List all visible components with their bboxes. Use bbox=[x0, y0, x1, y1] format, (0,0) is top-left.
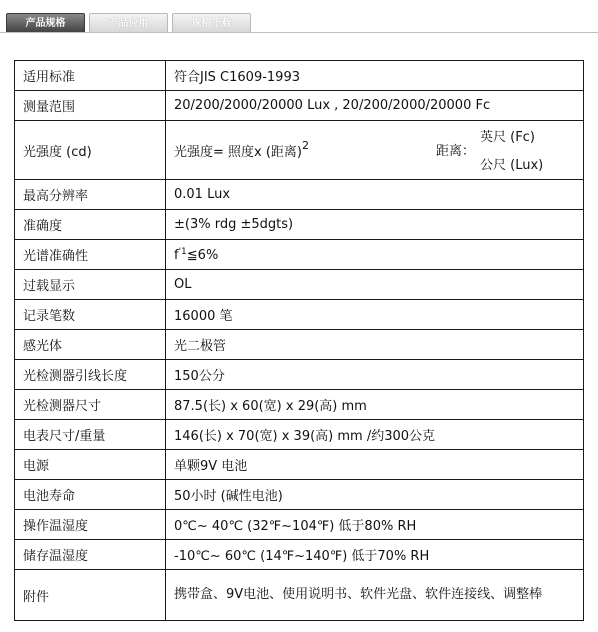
table-row bbox=[15, 480, 584, 510]
table-row bbox=[15, 61, 584, 91]
spectral-suffix: ≦6% bbox=[186, 247, 219, 263]
table-row bbox=[15, 300, 584, 330]
row-label: 光强度 (cd) bbox=[15, 121, 166, 180]
table-row bbox=[15, 210, 584, 240]
row-value: 光二极管 bbox=[166, 330, 584, 360]
row-label: 电池寿命 bbox=[15, 480, 166, 510]
row-value: 携带盒、9V电池、使用说明书、软件光盘、软件连接线、调整棒 bbox=[166, 570, 584, 621]
row-label: 过载显示 bbox=[15, 270, 166, 300]
row-value: 0℃~ 40℃ (32℉~104℉) 低于80% RH bbox=[166, 510, 584, 540]
row-label: 电源 bbox=[15, 450, 166, 480]
row-label: 光谱准确性 bbox=[15, 240, 166, 270]
spectral-superscript: '1 bbox=[178, 246, 187, 257]
table-row bbox=[15, 570, 584, 621]
row-label: 适用标准 bbox=[15, 61, 166, 91]
tab-applications[interactable]: 产品应用 bbox=[89, 13, 168, 33]
row-value bbox=[166, 240, 584, 270]
table-row bbox=[15, 450, 584, 480]
unit-meters: 公尺 (Lux) bbox=[480, 158, 544, 173]
table-row bbox=[15, 510, 584, 540]
table-row bbox=[15, 121, 584, 180]
spectral-prefix: f bbox=[174, 247, 179, 263]
row-value: 50小时 (碱性电池) bbox=[166, 480, 584, 510]
table-row bbox=[15, 420, 584, 450]
row-label: 测量范围 bbox=[15, 91, 166, 121]
table-row bbox=[15, 540, 584, 570]
table-row bbox=[15, 390, 584, 420]
luminous-intensity-formula bbox=[174, 121, 575, 179]
table-row bbox=[15, 360, 584, 390]
row-label: 光检测器尺寸 bbox=[15, 390, 166, 420]
row-value: 单颗9V 电池 bbox=[166, 450, 584, 480]
unit-feet: 英尺 (Fc) bbox=[480, 130, 535, 145]
row-value: 87.5(长) x 60(宽) x 29(高) mm bbox=[166, 390, 584, 420]
table-row bbox=[15, 91, 584, 121]
row-value: 150公分 bbox=[166, 360, 584, 390]
row-label: 记录笔数 bbox=[15, 300, 166, 330]
table-row bbox=[15, 240, 584, 270]
row-label: 最高分辨率 bbox=[15, 180, 166, 210]
row-value: ±(3% rdg ±5dgts) bbox=[166, 210, 584, 240]
row-value: 16000 笔 bbox=[166, 300, 584, 330]
spec-table bbox=[14, 60, 584, 621]
row-value: 20/200/2000/20000 Lux , 20/200/2000/20000 Fc bbox=[166, 91, 584, 121]
tab-spec-download[interactable]: 规格下载 bbox=[172, 13, 251, 33]
tab-specifications[interactable]: 产品规格 bbox=[6, 13, 85, 33]
row-label: 附件 bbox=[15, 570, 166, 621]
tab-divider bbox=[0, 32, 598, 33]
row-label: 准确度 bbox=[15, 210, 166, 240]
row-label: 电表尺寸/重量 bbox=[15, 420, 166, 450]
row-value: 符合JIS C1609-1993 bbox=[166, 61, 584, 91]
row-label: 储存温湿度 bbox=[15, 540, 166, 570]
row-label: 光检测器引线长度 bbox=[15, 360, 166, 390]
row-label: 操作温湿度 bbox=[15, 510, 166, 540]
row-label: 感光体 bbox=[15, 330, 166, 360]
formula-exponent: 2 bbox=[302, 139, 309, 152]
distance-label: 距离： bbox=[436, 144, 476, 159]
row-value: 146(长) x 70(宽) x 39(高) mm /约300公克 bbox=[166, 420, 584, 450]
table-row bbox=[15, 180, 584, 210]
table-row bbox=[15, 330, 584, 360]
formula-text: 光强度= 照度x (距离)$^2$ bbox=[174, 139, 309, 160]
table-row bbox=[15, 270, 584, 300]
row-value: -10℃~ 60℃ (14℉~140℉) 低于70% RH bbox=[166, 540, 584, 570]
row-value: OL bbox=[166, 270, 584, 300]
row-value bbox=[166, 121, 584, 180]
row-value: 0.01 Lux bbox=[166, 180, 584, 210]
